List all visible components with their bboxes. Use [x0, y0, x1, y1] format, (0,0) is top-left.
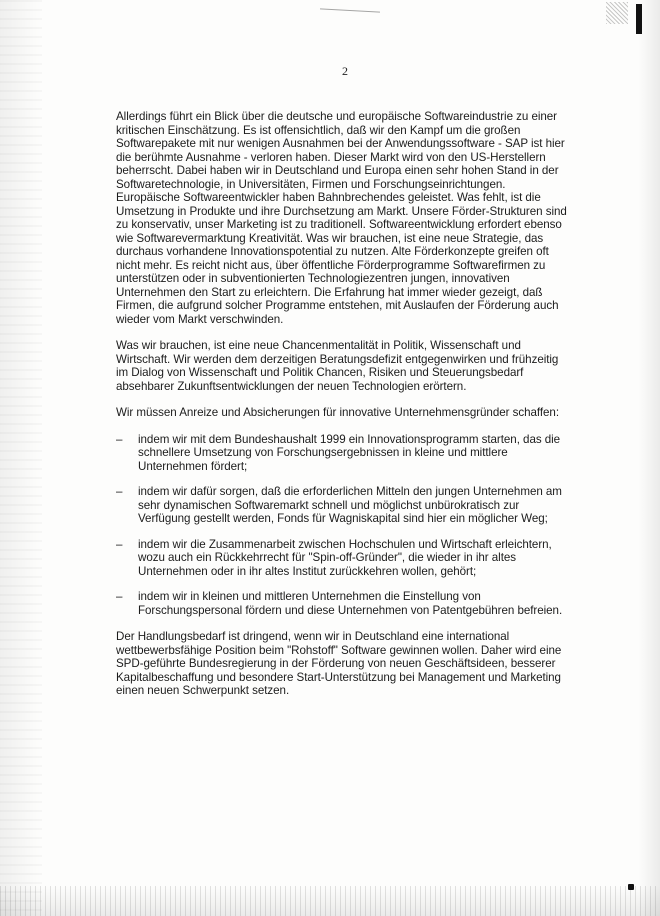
list-item: [116, 590, 570, 617]
scan-bottom-mark: [628, 884, 634, 890]
paragraph-chancenmentalitaet: Was wir brauchen, ist eine neue Chancenmentalität in Politik, Wissenschaft und Wirtschaft. Wir werden dem derzeitigen Beratungsdefizit entgegenwirken und frühzeitig im Dialog von Wissenschaft und Politik Chancen, Risiken und Steuerungsbedarf absehbarer Zukunftsentwicklungen der neuen Technologien erörtern.: [116, 339, 559, 393]
bullet-dash: –: [116, 537, 123, 551]
scan-corner-mark: [636, 4, 642, 34]
measures-list: [116, 433, 570, 618]
scan-edge-right: [638, 0, 660, 916]
list-item-text: indem wir die Zusammenarbeit zwischen Hochschulen und Wirtschaft erleichtern, wozu auch ein Rückkehrrecht für "Spin-off-Gründer", die wieder in ihr altes Unternehmen oder in ihr altes Institut zurückkehren wollen, gehört;: [138, 537, 552, 578]
bullet-dash: –: [116, 485, 123, 498]
list-item: [116, 433, 570, 474]
list-item-text: indem wir dafür sorgen, daß die erforderlichen Mitteln den jungen Unternehmen am sehr dynamischen Softwaremarkt schnell und möglichst unbürokratisch zur Verfügung gestellt werden, Fonds für Wagniskapital sind hier ein möglicher Weg;: [138, 485, 562, 525]
page-number: 2: [342, 64, 348, 78]
paragraph-anreize-intro: Wir müssen Anreize und Absicherungen für innovative Unternehmensgründer schaffen:: [116, 406, 559, 419]
document-body: [116, 110, 570, 711]
bullet-dash: –: [116, 590, 123, 603]
list-item-text: indem wir mit dem Bundeshaushalt 1999 ein Innovationsprogramm starten, das die schnellere Umsetzung von Forschungsergebnissen in kleine und mittlere Unternehmen fördert;: [138, 432, 561, 473]
scan-edge-bottom: [0, 886, 660, 916]
paragraph-handlungsbedarf: Der Handlungsbedarf ist dringend, wenn wir in Deutschland eine international wettbewerbsfähige Position beim "Rohstoff" Software gewinnen wollen. Daher wird eine SPD-geführte Bundesregierung in der Förderung von neuen Geschäftsideen, besserer Kapitalbeschaffung und besondere Start-Unterstützung bei Management und Marketing einen neuen Schwerpunkt setzen.: [116, 630, 562, 697]
scan-line: [320, 8, 380, 12]
list-item: [116, 538, 570, 579]
bullet-dash: –: [116, 432, 123, 446]
scan-speck: [606, 2, 628, 24]
paragraph-software-industry: Allerdings führt ein Blick über die deutsche und europäische Softwareindustrie zu einer kritischen Einschätzung. Es ist offensichtlich, daß wir den Kampf um die großen Softwarepakete mit nur wenigen Ausnahmen bei der Anwendungssoftware - SAP ist hier die berühmte Ausnahme - verloren haben. Dieser Markt wird von den US-Herstellern beherrscht. Dabei haben wir in Deutschland und Europa einen sehr hohen Stand in der Softwaretechnologie, in Universitäten, Firmen und Forschungseinrichtungen. Europäische Softwareentwickler haben Bahnbrechendes geleistet. Was fehlt, ist die Umsetzung in Produkte und ihre Durchsetzung am Markt. Unsere Förder-Strukturen sind zu konservativ, unser Marketing ist zu traditionell. Softwareentwicklung erfordert ebenso wie Softwarevermarktung Kreativität. Was wir brauchen, ist eine neue Strategie, das durchaus vorhandene Innovationspotential zu nutzen. Alte Förderkonzepte greifen oft nicht mehr. Es reicht nicht aus, über öffentliche Förderprogramme Softwarefirmen zu unterstützen oder in subventionierten Technologiezentren jungen, innovativen Unternehmen den Start zu erleichtern. Die Erfahrung hat immer wieder gezeigt, daß Firmen, die aufgrund solcher Programme entstehen, mit Auslaufen der Förderung auch wieder vom Markt verschwinden.: [116, 110, 567, 326]
list-item-text: indem wir in kleinen und mittleren Unternehmen die Einstellung von Forschungspersonal fördern und diese Unternehmen von Patentgebühren befreien.: [138, 590, 563, 617]
list-item: [116, 485, 570, 526]
scan-edge-left: [0, 0, 42, 916]
